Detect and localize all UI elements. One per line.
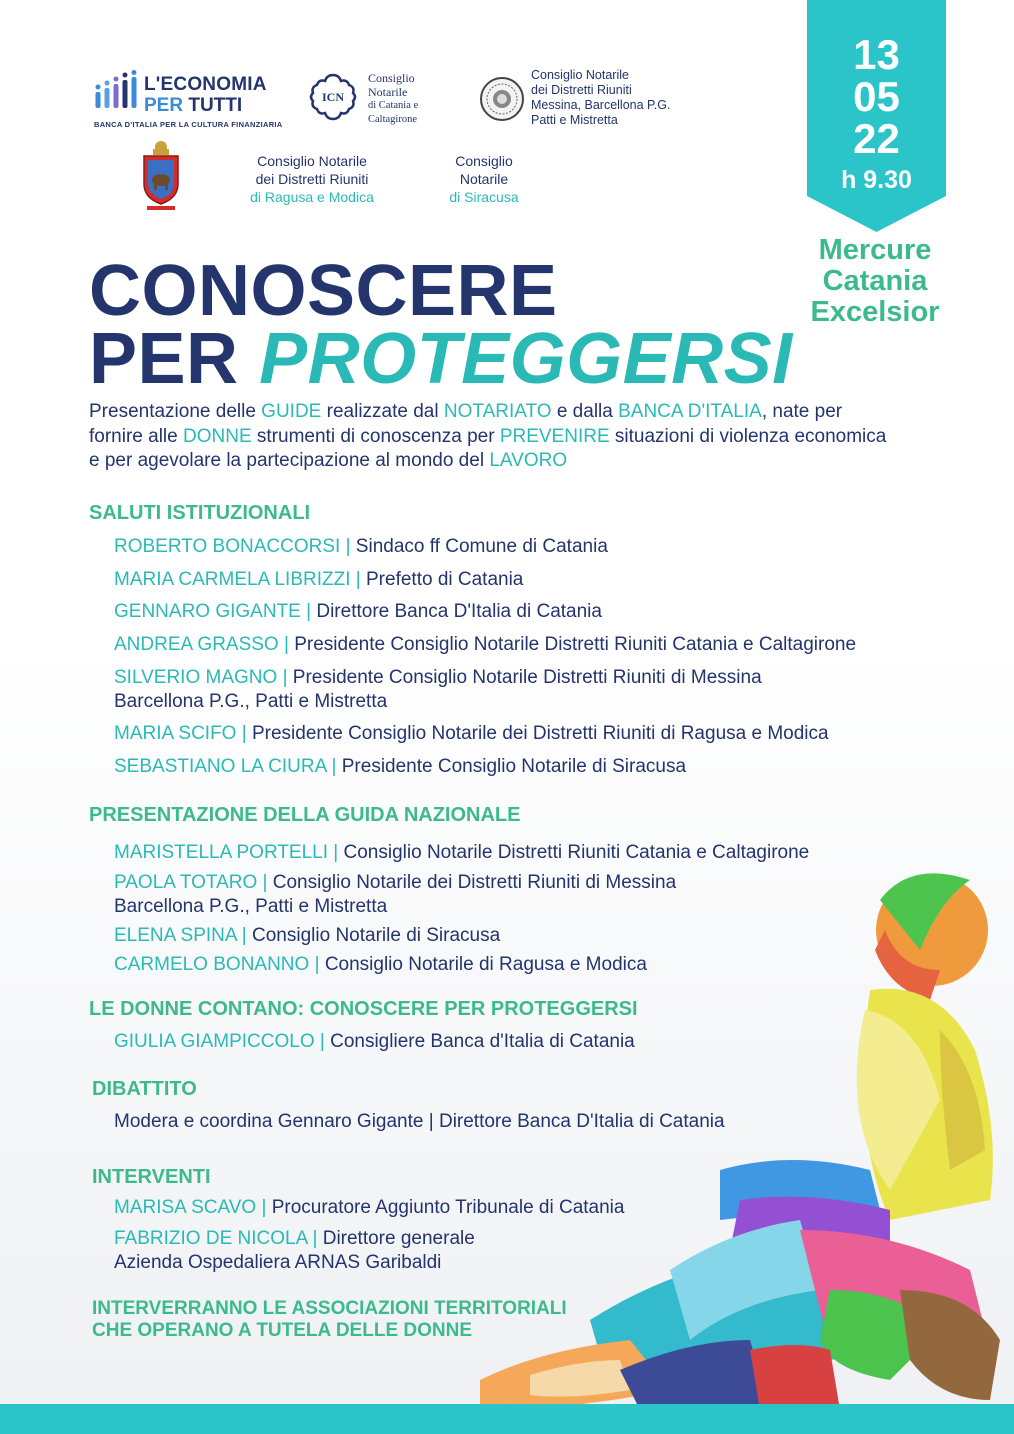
event-day: 13 xyxy=(853,31,900,78)
economia-per-tutti-logo xyxy=(94,68,283,132)
bottom-bar xyxy=(0,1404,1014,1434)
list-item: MARIA CARMELA LIBRIZZI | Prefetto di Catania xyxy=(114,569,524,590)
section-title-saluti: SALUTI ISTITUZIONALI xyxy=(89,502,311,524)
intro-paragraph: Presentazione delle GUIDE realizzate dal NOTARIATO e dalla BANCA D'ITALIA, nate per fornire alle DONNE strumenti di conoscenza per PREVENIRE situazioni di violenza economica e per agevolare la partecipazione al mondo del LAVORO xyxy=(89,401,887,471)
notarile-ragusa-text: Consiglio Notarile dei Distretti Riuniti di Ragusa e Modica xyxy=(250,153,374,205)
economia-logo-line1: L'ECONOMIA xyxy=(144,74,267,95)
list-item: MARISA SCAVO | Procuratore Aggiunto Tribunale di Catania xyxy=(114,1197,625,1218)
city-crest-icon xyxy=(139,140,183,212)
section-title-interventi: INTERVENTI xyxy=(92,1166,211,1188)
list-item: GIULIA GIAMPICCOLO | Consigliere Banca d'Italia di Catania xyxy=(114,1031,635,1052)
event-venue: Mercure Catania Excelsior xyxy=(810,234,940,328)
event-year: 22 xyxy=(853,115,900,162)
section-title-presentazione: PRESENTAZIONE DELLA GUIDA NAZIONALE xyxy=(89,804,521,826)
notarile-messina-text: Consiglio Notarile dei Distretti Riuniti Messina, Barcellona P.G. Patti e Mistretta xyxy=(531,68,671,127)
list-item: CARMELO BONANNO | Consiglio Notarile di Ragusa e Modica xyxy=(114,954,647,975)
list-item: MARISTELLA PORTELLI | Consiglio Notarile Distretti Riuniti Catania e Caltagirone xyxy=(114,842,810,863)
bar-chart-icon xyxy=(94,70,140,110)
list-item: MARIA SCIFO | Presidente Consiglio Notarile dei Distretti Riuniti di Ragusa e Modica xyxy=(114,723,829,744)
list-item: GENNARO GIGANTE | Direttore Banca D'Italia di Catania xyxy=(114,601,602,622)
date-ribbon xyxy=(807,0,946,232)
svg-text:ICN: ICN xyxy=(321,90,345,104)
list-item: ROBERTO BONACCORSI | Sindaco ff Comune di Catania xyxy=(114,536,608,557)
list-item: ELENA SPINA | Consiglio Notarile di Siracusa xyxy=(114,925,501,946)
list-item: SILVERIO MAGNO | Presidente Consiglio Notarile Distretti Riuniti di Messina Barcellona P.G., Patti e Mistretta xyxy=(114,667,762,712)
notarile-catania-emblem-icon xyxy=(308,72,358,122)
page-title-line2: PER PROTEGGERSI xyxy=(89,319,793,399)
economia-logo-line2: PER TUTTI xyxy=(144,95,243,116)
section-title-dibattito: DIBATTITO xyxy=(92,1078,197,1100)
notarile-messina-seal-icon xyxy=(479,76,525,122)
list-item: Modera e coordina Gennaro Gigante | Direttore Banca D'Italia di Catania xyxy=(114,1111,725,1132)
notarile-catania-text: Consiglio Notarile di Catania e Caltagirone xyxy=(368,71,419,125)
list-item: SEBASTIANO LA CIURA | Presidente Consiglio Notarile di Siracusa xyxy=(114,756,687,777)
notarile-siracusa-text: Consiglio Notarile di Siracusa xyxy=(449,153,519,205)
closing-note: INTERVERRANNO LE ASSOCIAZIONI TERRITORIALI CHE OPERANO A TUTELA DELLE DONNE xyxy=(92,1298,567,1341)
list-item: PAOLA TOTARO | Consiglio Notarile dei Distretti Riuniti di Messina Barcellona P.G., Patti e Mistretta xyxy=(114,872,677,917)
page-title-line1: CONOSCERE xyxy=(89,251,558,331)
event-month: 05 xyxy=(853,73,900,120)
section-title-donne-contano: LE DONNE CONTANO: CONOSCERE PER PROTEGGERSI xyxy=(89,998,638,1020)
list-item: FABRIZIO DE NICOLA | Direttore generale Azienda Ospedaliera ARNAS Garibaldi xyxy=(114,1228,475,1273)
list-item: ANDREA GRASSO | Presidente Consiglio Notarile Distretti Riuniti Catania e Caltagirone xyxy=(114,634,857,655)
event-time: h 9.30 xyxy=(841,166,912,194)
economia-logo-tagline: BANCA D'ITALIA PER LA CULTURA FINANZIARIA xyxy=(94,120,283,129)
